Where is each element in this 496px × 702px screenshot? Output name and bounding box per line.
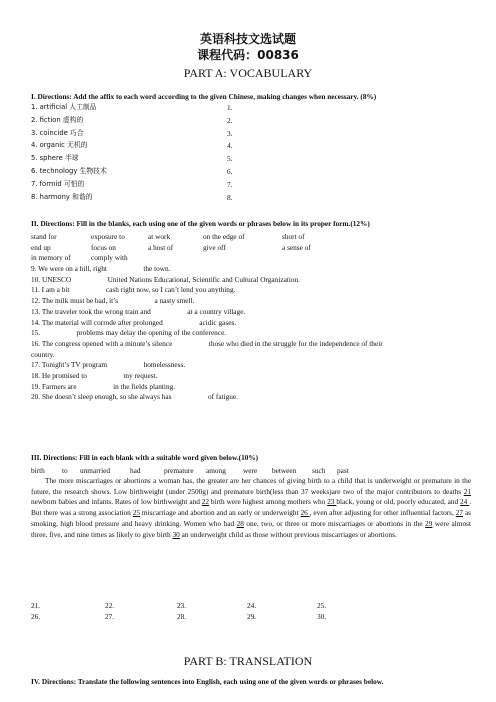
answer-slot[interactable]: 21. [31, 601, 41, 610]
word-bank-item: past [337, 466, 349, 475]
vocab-item: 1. artificial 人工制品 [31, 103, 97, 111]
passage-text: were almost three, five, and nine times as likely to give birth [31, 518, 472, 539]
passage-blank[interactable]: 24 [460, 497, 470, 507]
vocab-item: 2. fiction 虚构的 [31, 115, 84, 124]
passage-text: as smoking, high blood pressure and heavy drinking. Women who had [31, 508, 472, 528]
fill-blank-sentence: 20. She doesn’t sleep enough, so she always has of fatigue. [31, 392, 238, 402]
answer-blank[interactable]: 4. [227, 141, 233, 151]
vocab-item: 8. harmony 和谐的 [31, 192, 93, 201]
section-4-directions: IV. Directions: Translate the following sentences into English, each using one of the given words or phrases below. [31, 677, 384, 686]
section-1-directions: I. Directions: Add the affix to each word according to the given Chinese, making changes when necessary. (8%) [31, 92, 377, 101]
answer-blank[interactable]: 2. [227, 115, 233, 125]
passage-blank[interactable]: 21 [463, 486, 471, 496]
word-bank-item: birth [31, 466, 45, 475]
vocab-item: 6. technology 生物技术 [31, 167, 107, 175]
fill-blank-sentence: 9. We were on a hill, right the town. [31, 264, 171, 273]
fill-blank-sentence: 12. The milk must be bad, it’s a nasty smell. [31, 296, 195, 306]
word-bank-item: such [312, 466, 326, 475]
fill-blank-sentence: 17. Tonight’s TV program homelessness. [31, 360, 186, 370]
fill-blank-sentence: 13. The traveler took the wrong train and at a country village. [31, 306, 246, 316]
passage-blank[interactable]: 28 [236, 518, 244, 528]
answer-blank[interactable]: 8. [227, 192, 233, 202]
answer-slot[interactable]: 28. [177, 611, 187, 621]
word-bank-item: stand for [31, 232, 57, 241]
word-bank-item: unmarried [80, 466, 110, 475]
passage-blank[interactable]: 26 [300, 508, 310, 518]
answer-slot[interactable]: 23. [177, 601, 187, 610]
vocab-item: 5. sphere 半球 [31, 154, 79, 163]
word-bank-item: among [206, 466, 226, 475]
answer-blank[interactable]: 7. [227, 179, 233, 189]
passage-blank[interactable]: 30 [172, 529, 180, 539]
fill-blank-sentence: country. [31, 349, 55, 359]
section-3-passage [31, 476, 471, 540]
word-bank-item: premature [164, 466, 194, 475]
answer-slot[interactable]: 29. [247, 611, 257, 621]
fill-blank-sentence: 19. Farmers are in the fields planting. [31, 381, 176, 391]
fill-blank-sentence: 16. The congress opened with a minute’s silence those who died in the struggle for the independence of their [31, 338, 383, 348]
section-3-directions: III. Directions: Fill in each blank with a suitable word given below.(10%) [31, 453, 259, 462]
word-bank-item: between [272, 466, 297, 475]
word-bank-item: a host of [148, 242, 174, 252]
passage-text: miscarriage and abortion and an early or underweight [140, 508, 301, 518]
passage-blank[interactable]: 23 [327, 497, 337, 507]
answer-slot[interactable]: 22. [105, 601, 115, 610]
passage-text: . But there was a strong association [31, 497, 472, 518]
word-bank-item: to [62, 466, 68, 475]
passage-text: black, young or old, poorly educated, and [336, 497, 460, 507]
passage-text: The more miscarriages or abortions a woman has, the greater are her chances of giving birth to a child that is underweight or premature in the future, the research shows. Low birthweight (under 2500g) and premature birth(less than 37 weeks)are two of the major contributors to deaths [31, 476, 471, 496]
fill-blank-sentence: 15. problems may delay the opening of the conference. [31, 328, 227, 338]
vocab-item: 3. coincide 巧合 [31, 128, 84, 137]
passage-text: an underweight child as those without previous miscarriages or abortions. [179, 529, 397, 539]
answer-blank[interactable]: 5. [227, 154, 233, 164]
answer-slot[interactable]: 30. [317, 611, 327, 621]
answer-blank[interactable]: 3. [227, 128, 233, 138]
answer-slot[interactable]: 27. [105, 611, 115, 621]
passage-text: one, two, or three or more miscarriages or abortions in the [243, 518, 426, 528]
word-bank-item: focus on [91, 242, 116, 252]
word-bank-item: on the edge of [203, 232, 245, 241]
passage-text: birth were highest among mothers who [209, 497, 328, 507]
passage-text: newborn babies and infants. Rates of low birthweight and [31, 497, 202, 507]
part-a-heading: PART A: VOCABULARY [183, 66, 313, 80]
vocab-item: 4. organic 无机的 [31, 141, 88, 150]
course-code: 课程代码：00836 [197, 48, 299, 62]
exam-title: 英语科技文选试题 [199, 32, 296, 46]
word-bank-item: a sense of [282, 242, 311, 252]
word-bank-item: comply with [91, 253, 128, 262]
word-bank-item: at work [148, 232, 171, 241]
part-b-heading: PART B: TRANSLATION [183, 654, 313, 668]
passage-blank[interactable]: 29 [425, 518, 433, 528]
vocab-item: 7. formid 可怕的 [31, 179, 85, 188]
word-bank-item: exposure to [91, 232, 125, 241]
answer-blank[interactable]: 1. [227, 103, 233, 112]
word-bank-item: were [243, 466, 258, 475]
word-bank-item: end up [31, 242, 51, 252]
fill-blank-sentence: 10. UNESCO United Nations Educational, Scientific and Cultural Organization. [31, 274, 300, 284]
fill-blank-sentence: 14. The material will corrode after prolonged acidic gases. [31, 317, 237, 327]
fill-blank-sentence: 18. He promised to my request. [31, 371, 158, 380]
word-bank-item: short of [282, 232, 305, 241]
passage-blank[interactable]: 22 [201, 497, 210, 507]
passage-blank[interactable]: 25 [132, 508, 141, 518]
answer-slot[interactable]: 25. [317, 601, 327, 610]
section-2-directions: II. Directions: Fill in the blanks, each using one of the given words or phrases below in its proper form.(12%) [31, 219, 370, 228]
word-bank-item: give off [203, 242, 226, 252]
fill-blank-sentence: 11. I am a bit cash right now, so I can’t lend you anything. [31, 285, 236, 295]
answer-blank[interactable]: 6. [227, 167, 233, 176]
word-bank-item: in memory of [31, 253, 71, 262]
word-bank-item: had [130, 466, 141, 475]
passage-text: , even after adjusting for other influential factors, [309, 508, 456, 518]
answer-slot[interactable]: 24. [247, 601, 257, 610]
passage-blank[interactable]: 27 [455, 508, 464, 518]
answer-slot[interactable]: 26. [31, 611, 41, 621]
